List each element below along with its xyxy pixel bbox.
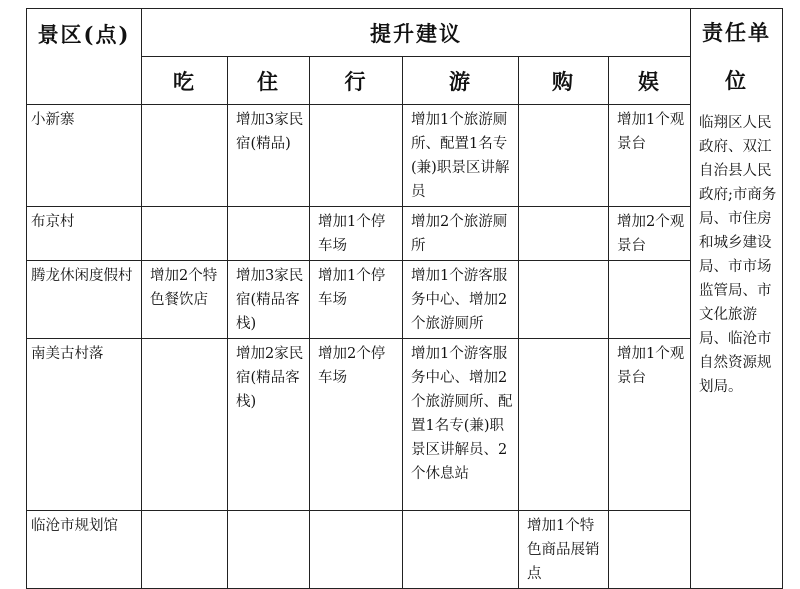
table-row — [27, 511, 783, 589]
header-scenic: 景区(点) — [27, 9, 142, 105]
header-category-shop: 购 — [519, 57, 609, 105]
cell-tour: 增加1个旅游厕所、配置1名专(兼)职景区讲解员 — [403, 105, 519, 207]
row-name: 临沧市规划馆 — [27, 511, 142, 589]
row-name: 腾龙休闲度假村 — [27, 261, 142, 339]
cell-shop — [519, 105, 609, 207]
header-category-eat: 吃 — [142, 57, 228, 105]
cell-stay: 增加3家民宿(精品) — [228, 105, 310, 207]
cell-entertain — [609, 261, 691, 339]
header-responsible-label: 责任单位 — [702, 20, 771, 93]
header-category-stay: 住 — [228, 57, 310, 105]
cell-travel: 增加2个停车场 — [310, 339, 403, 511]
cell-tour — [403, 511, 519, 589]
cell-stay: 增加3家民宿(精品客栈) — [228, 261, 310, 339]
header-suggestion: 提升建议 — [142, 9, 691, 57]
cell-entertain: 增加1个观景台 — [609, 339, 691, 511]
cell-eat — [142, 105, 228, 207]
cell-shop — [519, 339, 609, 511]
cell-eat: 增加2个特色餐饮店 — [142, 261, 228, 339]
cell-tour: 增加1个游客服务中心、增加2个旅游厕所、配置1名专(兼)职景区讲解员、2个休息站 — [403, 339, 519, 511]
cell-tour: 增加2个旅游厕所 — [403, 207, 519, 261]
responsible-text: 临翔区人民政府、双江自治县人民政府;市商务局、市住房和城乡建设局、市市场监管局、市文化旅游局、临沧市自然资源规划局。 — [699, 115, 777, 395]
row-name: 小新寨 — [27, 105, 142, 207]
header-responsible — [691, 9, 783, 589]
row-name: 南美古村落 — [27, 339, 142, 511]
cell-shop: 增加1个特色商品展销点 — [519, 511, 609, 589]
cell-travel: 增加1个停车场 — [310, 207, 403, 261]
cell-entertain — [609, 511, 691, 589]
cell-stay — [228, 207, 310, 261]
cell-eat — [142, 511, 228, 589]
table-row — [27, 207, 783, 261]
cell-travel: 增加1个停车场 — [310, 261, 403, 339]
cell-entertain: 增加2个观景台 — [609, 207, 691, 261]
cell-eat — [142, 207, 228, 261]
table-row — [27, 339, 783, 511]
table-row — [27, 105, 783, 207]
cell-shop — [519, 207, 609, 261]
cell-tour: 增加1个游客服务中心、增加2个旅游厕所 — [403, 261, 519, 339]
table-row — [27, 261, 783, 339]
cell-shop — [519, 261, 609, 339]
cell-travel — [310, 105, 403, 207]
cell-travel — [310, 511, 403, 589]
header-category-tour: 游 — [403, 57, 519, 105]
row-name: 布京村 — [27, 207, 142, 261]
cell-stay — [228, 511, 310, 589]
suggestion-table — [26, 8, 783, 589]
header-category-entertain: 娱 — [609, 57, 691, 105]
cell-entertain: 增加1个观景台 — [609, 105, 691, 207]
cell-eat — [142, 339, 228, 511]
header-category-travel: 行 — [310, 57, 403, 105]
cell-stay: 增加2家民宿(精品客栈) — [228, 339, 310, 511]
